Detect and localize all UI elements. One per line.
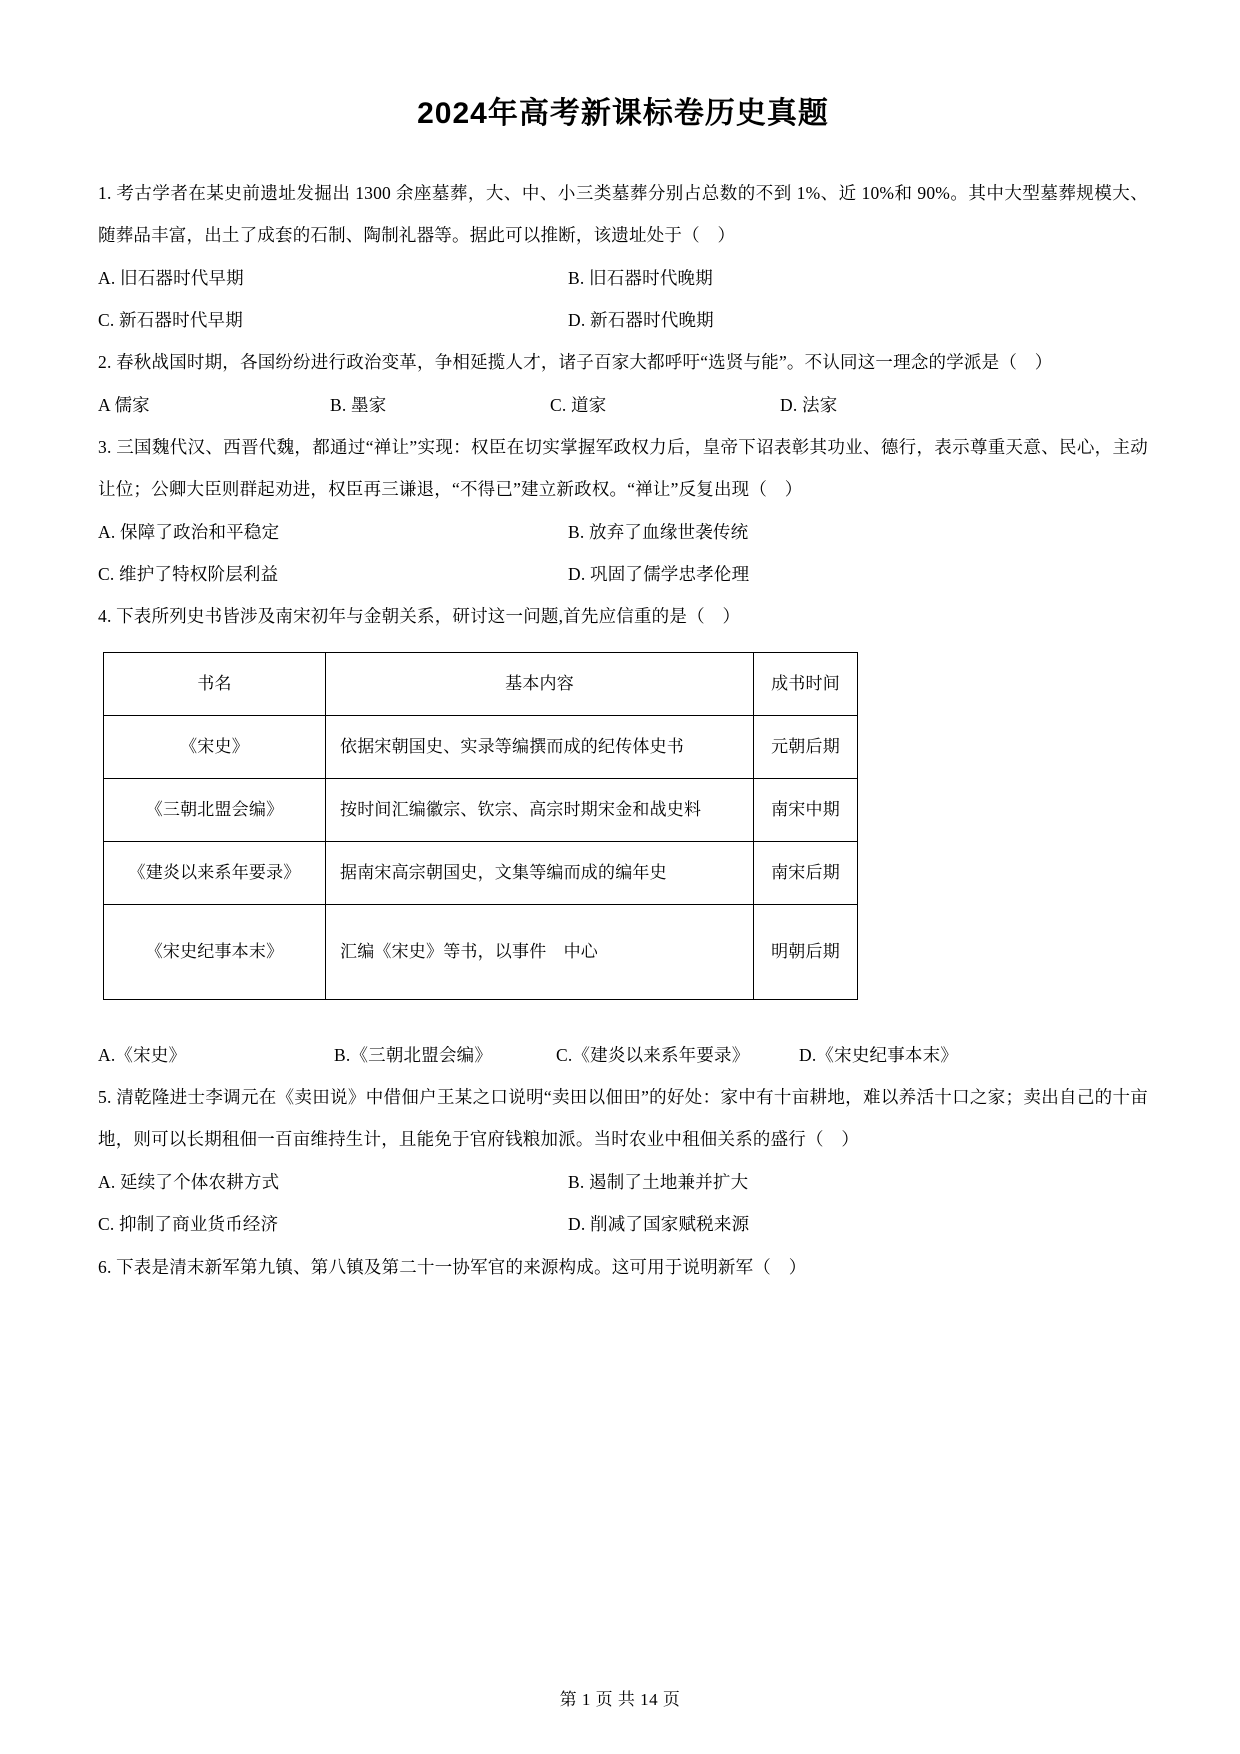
option-2-C[interactable]: C. 道家 [550, 394, 607, 415]
question-6-stem: 6. 下表是清末新军第九镇、第八镇及第二十一协军官的来源构成。这可用于说明新军（ ） [98, 1256, 807, 1277]
option-5-A[interactable]: A. 延续了个体农耕方式 [98, 1171, 280, 1192]
option-2-B[interactable]: B. 墨家 [330, 394, 387, 415]
question-1-options-cd [98, 299, 1148, 341]
question-3-stem: 3. 三国魏代汉、西晋代魏，都通过“禅让”实现：权臣在切实掌握军政权力后，皇帝下诏表彰其功业、德行，表示尊重天意、民心，主动让位；公卿大臣则群起劝进，权臣再三谦退，“不得已”建立新政权。“禅让”反复出现（ ） [98, 437, 1148, 500]
table-row [104, 904, 858, 999]
table-row [104, 841, 858, 904]
option-5-C[interactable]: C. 抑制了商业货币经济 [98, 1214, 279, 1235]
table-row [104, 715, 858, 778]
page-content [98, 0, 1148, 1288]
option-1-A[interactable]: A. 旧石器时代早期 [98, 267, 244, 288]
question-1-options [98, 257, 1148, 299]
option-1-B[interactable]: B. 旧石器时代晚期 [568, 267, 713, 288]
page-title: 2024年高考新课标卷历史真题 [417, 97, 829, 130]
table-cell-content: 依据宋朝国史、实录等编撰而成的纪传体史书 [326, 715, 754, 778]
option-4-A[interactable]: A.《宋史》 [98, 1044, 187, 1065]
question-5-options-cd [98, 1203, 1148, 1245]
table-cell-book-name: 《建炎以来系年要录》 [104, 841, 326, 904]
question-1-stem: 1. 考古学者在某史前遗址发掘出 1300 余座墓葬，大、中、小三类墓葬分别占总数的不到 1%、近 10%和 90%。其中大型墓葬规模大、随葬品丰富，出土了成套的石制、陶制礼器等。据此可以推断，该遗址处于（ ） [98, 183, 1148, 246]
option-4-D[interactable]: D.《宋史纪事本末》 [799, 1044, 959, 1065]
option-1-C[interactable]: C. 新石器时代早期 [98, 310, 243, 331]
question-4-stem: 4. 下表所列史书皆涉及南宋初年与金朝关系，研讨这一问题,首先应信重的是（ ） [98, 606, 741, 627]
table-cell-book-name: 《宋史》 [104, 715, 326, 778]
option-3-D[interactable]: D. 巩固了儒学忠孝伦理 [568, 564, 750, 585]
option-1-D[interactable]: D. 新石器时代晚期 [568, 310, 714, 331]
question-5-options-ab [98, 1161, 1148, 1203]
table-cell-time: 明朝后期 [754, 904, 858, 999]
question-5-stem: 5. 清乾隆进士李调元在《卖田说》中借佃户王某之口说明“卖田以佃田”的好处：家中有十亩耕地，难以养活十口之家；卖出自己的十亩地，则可以长期租佃一百亩维持生计，且能免于官府钱粮加派。当时农业中租佃关系的盛行（ ） [98, 1087, 1148, 1150]
table-header-time: 成书时间 [754, 652, 858, 715]
table-row [104, 778, 858, 841]
option-3-A[interactable]: A. 保障了政治和平稳定 [98, 521, 280, 542]
option-4-C[interactable]: C.《建炎以来系年要录》 [556, 1044, 750, 1065]
table-cell-content: 按时间汇编徽宗、钦宗、高宗时期宋金和战史料 [326, 778, 754, 841]
question-4-options [98, 1034, 1148, 1076]
question-2-options [98, 384, 1148, 426]
table-cell-content: 据南宋高宗朝国史，文集等编而成的编年史 [326, 841, 754, 904]
table-header-row [104, 652, 858, 715]
option-2-A[interactable]: A 儒家 [98, 394, 150, 415]
table-header-content: 基本内容 [326, 652, 754, 715]
option-5-D[interactable]: D. 削减了国家赋税来源 [568, 1214, 750, 1235]
option-3-C[interactable]: C. 维护了特权阶层利益 [98, 564, 279, 585]
table-cell-content: 汇编《宋史》等书，以事件 中心 [326, 904, 754, 999]
question-3-options-cd [98, 553, 1148, 595]
option-4-B[interactable]: B.《三朝北盟会编》 [334, 1044, 493, 1065]
table-cell-time: 南宋中期 [754, 778, 858, 841]
table-cell-book-name: 《宋史纪事本末》 [104, 904, 326, 999]
question-2-stem: 2. 春秋战国时期，各国纷纷进行政治变革，争相延揽人才，诸子百家大都呼吁“选贤与能”。不认同这一理念的学派是（ ） [98, 352, 1053, 373]
option-2-D[interactable]: D. 法家 [780, 394, 838, 415]
option-3-B[interactable]: B. 放弃了血缘世袭传统 [568, 521, 749, 542]
question-3-options-ab [98, 511, 1148, 553]
option-5-B[interactable]: B. 遏制了土地兼并扩大 [568, 1171, 749, 1192]
page-footer: 第 1 页 共 14 页 [559, 1690, 681, 1709]
table-cell-time: 元朝后期 [754, 715, 858, 778]
table-header-book-name: 书名 [104, 652, 326, 715]
table-cell-time: 南宋后期 [754, 841, 858, 904]
history-books-table [103, 652, 858, 1000]
table-cell-book-name: 《三朝北盟会编》 [104, 778, 326, 841]
